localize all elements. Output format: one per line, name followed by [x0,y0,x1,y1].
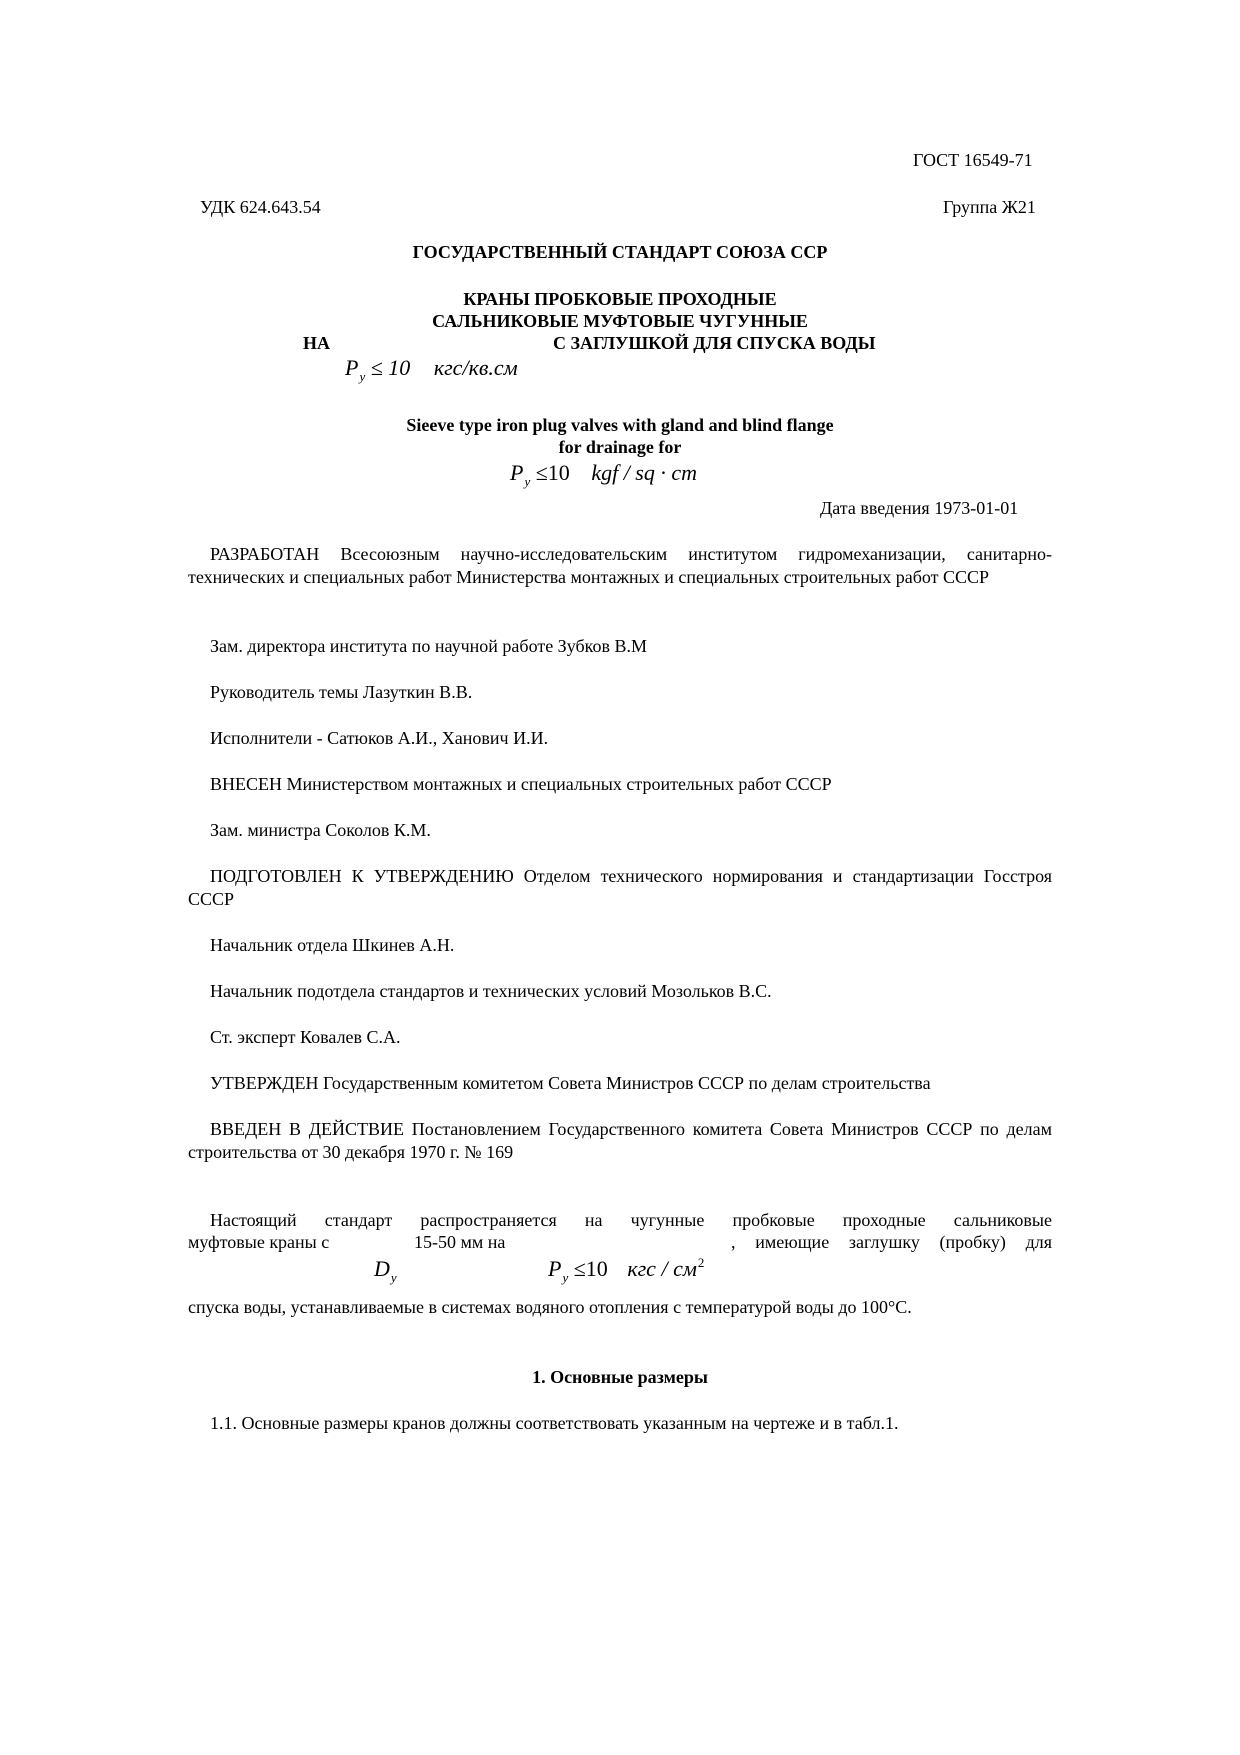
group-code: Группа Ж21 [943,197,1036,217]
credit-developed-by: РАЗРАБОТАН Всесоюзным научно-исследовательским институтом гидромеханизации, санитарно-технических и специальных работ Министерства монтажных и специальных строительных работ СССР [188,544,1052,587]
credit-subdepartment-head: Начальник подотдела стандартов и технических условий Мозольков В.С. [210,981,772,1001]
formula-symbol: P [510,460,524,485]
nominal-diameter-formula [374,1256,397,1285]
pressure-formula-scope [548,1255,705,1285]
intro-date: Дата введения 1973-01-01 [820,498,1019,518]
english-title-line-2: for drainage for [558,437,682,457]
formula-subscript: у [562,1270,569,1285]
formula-superscript: 2 [697,1255,705,1270]
title-line-3-left: НА [303,333,330,353]
credit-deputy-minister: Зам. министра Соколов К.М. [210,820,431,840]
scope-line-2b: 15-50 мм на [414,1232,506,1252]
state-standard-title: ГОСУДАРСТВЕННЫЙ СТАНДАРТ СОЮЗА ССР [412,242,828,262]
formula-symbol: P [548,1256,562,1281]
formula-relation: ≤10 [535,460,570,485]
credit-department-head: Начальник отдела Шкинев А.Н. [210,935,455,955]
gost-number: ГОСТ 16549-71 [913,150,1033,170]
formula-relation: ≤10 [573,1256,608,1281]
udk-code: УДК 624.643.54 [200,197,321,217]
formula-subscript: у [390,1270,397,1285]
formula-unit: kgf / sq · cm [591,460,698,485]
credit-expert: Ст. эксперт Ковалев С.А. [210,1027,401,1047]
title-line-1: КРАНЫ ПРОБКОВЫЕ ПРОХОДНЫЕ [463,289,777,309]
formula-subscript: y [524,474,531,489]
credit-topic-lead: Руководитель темы Лазуткин В.В. [210,682,473,702]
scope-line-1-text: Настоящий стандарт распространяется на чугунные пробковые проходные сальниковые [210,1210,1052,1230]
credit-executors: Исполнители - Сатюков А.И., Ханович И.И. [210,728,549,748]
scope-line-2c: , имеющие заглушку (пробку) для [731,1232,1052,1252]
section-1-item-1: 1.1. Основные размеры кранов должны соответствовать указанным на чертеже и в табл.1. [210,1413,899,1433]
title-line-3-right: С ЗАГЛУШКОЙ ДЛЯ СПУСКА ВОДЫ [553,333,876,353]
formula-symbol: D [374,1256,390,1281]
credit-introduced-by: ВНЕСЕН Министерством монтажных и специальных строительных работ СССР [210,774,832,794]
formula-symbol: P [345,355,359,380]
formula-subscript: у [359,369,366,384]
section-1-heading: 1. Основные размеры [532,1367,708,1387]
formula-relation: ≤ 10 [370,355,411,380]
english-title-line-1: Sieeve type iron plug valves with gland and blind flange [406,415,834,435]
credit-enacted-by: ВВЕДЕН В ДЕЙСТВИЕ Постановлением Государственного комитета Совета Министров СССР по делам строительства от 30 декабря 1970 г. № 169 [188,1119,1052,1162]
credit-approved-by: УТВЕРЖДЕН Государственным комитетом Совета Министров СССР по делам строительства [210,1073,931,1093]
pressure-formula-en [510,460,698,489]
title-line-2: САЛЬНИКОВЫЕ МУФТОВЫЕ ЧУГУННЫЕ [432,311,808,331]
formula-unit: кгс/кв.см [433,355,518,380]
credit-deputy-director: Зам. директора института по научной работе Зубков В.М [210,636,647,656]
credit-prepared-by: ПОДГОТОВЛЕН К УТВЕРЖДЕНИЮ Отделом технического нормирования и стандартизации Госстроя СССР [188,866,1052,909]
scope-line-1 [188,1209,1052,1232]
formula-unit: кгс / см [627,1256,697,1281]
pressure-formula-ru [345,355,518,384]
scope-line-2a: муфтовые краны с [188,1232,330,1252]
scope-line-3: спуска воды, устанавливаемые в системах водяного отопления с температурой воды до 100°С. [188,1297,912,1317]
